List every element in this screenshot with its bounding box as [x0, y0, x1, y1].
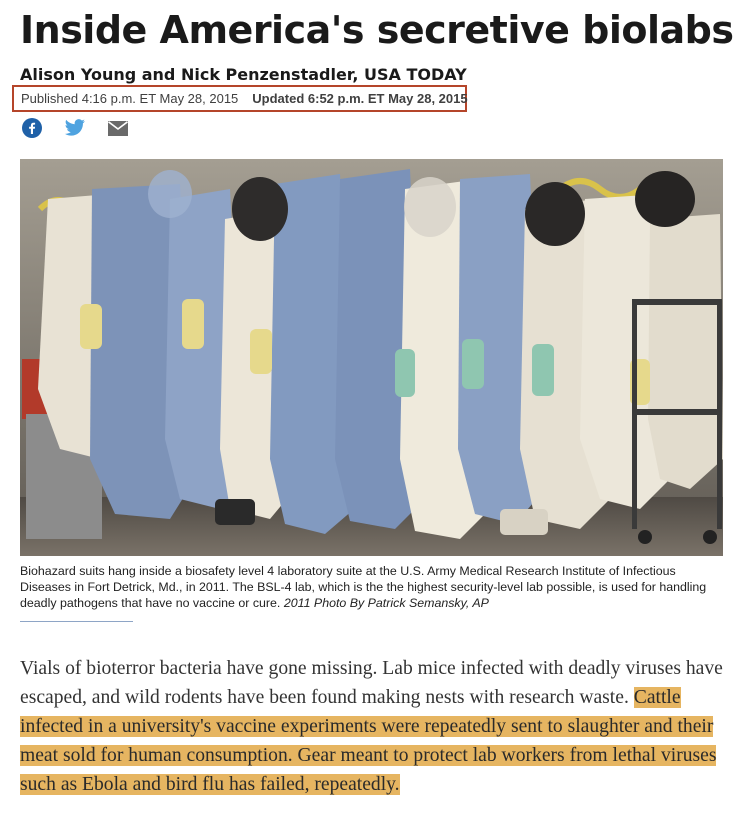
- caption-text: Biohazard suits hang inside a biosafety level 4 laboratory suite at the U.S. Army Medical Research Institute of Infectious Diseases in Fort Detrick, Md., in 2011. The BSL-4 lab, which is the the highest security-level lab possible, is used for handling deadly pathogens that have no vaccine or cure.: [20, 564, 707, 610]
- photo-caption: [20, 563, 726, 611]
- paragraph-plain-text: Vials of bioterror bacteria have gone missing. Lab mice infected with deadly viruses have escaped, and wild rodents have been found making nests with research waste.: [20, 658, 723, 708]
- caption-divider: [20, 621, 133, 622]
- published-timestamp: Published 4:16 p.m. ET May 28, 2015: [21, 91, 239, 106]
- article-first-paragraph: [20, 654, 730, 799]
- photo-credit: 2011 Photo By Patrick Semansky, AP: [283, 596, 489, 610]
- facebook-icon[interactable]: [22, 118, 42, 138]
- share-bar: [22, 118, 128, 138]
- publish-dates-box: [12, 85, 467, 112]
- highlighted-text: Cattle infected in a university's vaccine experiments were repeatedly sent to slaughter and their meat sold for human consumption. Gear meant to protect lab workers from lethal viruses such as Ebola and bird flu has failed, repeatedly.: [20, 687, 717, 795]
- article-headline: Inside America's secretive biolabs: [20, 8, 734, 52]
- twitter-icon[interactable]: [64, 119, 86, 137]
- email-icon[interactable]: [108, 121, 128, 136]
- updated-timestamp: Updated 6:52 p.m. ET May 28, 2015: [252, 91, 468, 106]
- article-byline: Alison Young and Nick Penzenstadler, USA TODAY: [20, 65, 467, 84]
- biohazard-suits-photo: [20, 159, 723, 556]
